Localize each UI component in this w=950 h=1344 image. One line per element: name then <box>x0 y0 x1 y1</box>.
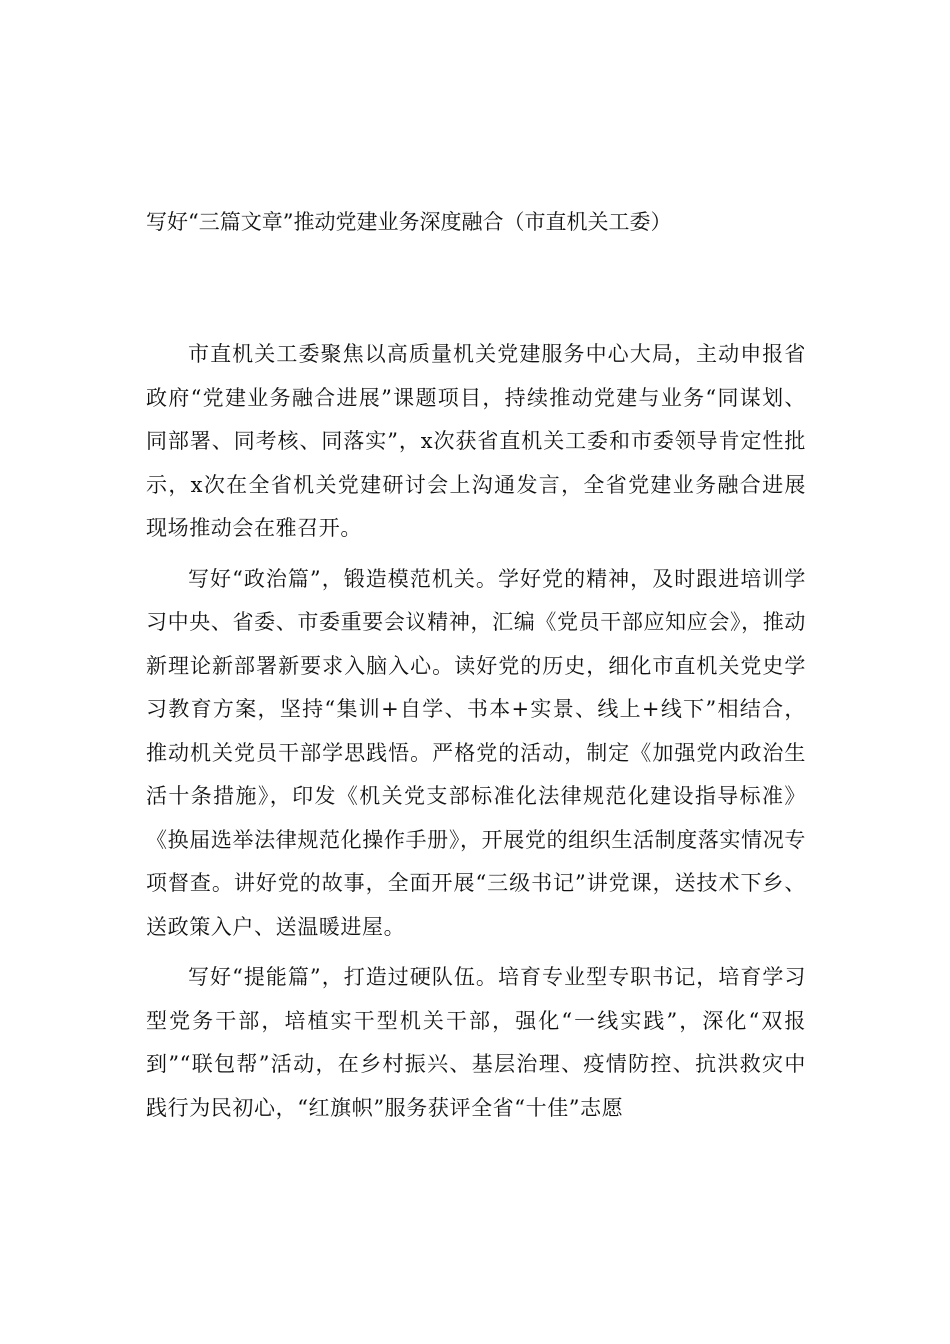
document-body <box>146 333 806 1137</box>
paragraph-politics: 写好“政治篇”，锻造模范机关。学好党的精神，及时跟进培训学习中央、省委、市委重要会议精神，汇编《党员干部应知应会》，推动新理论新部署新要求入脑入心。读好党的历史，细化市直机关党史学习教育方案，坚持“集训+自学、书本+实景、线上+线下”相结合，推动机关党员干部学思践悟。严格党的活动，制定《加强党内政治生活十条措施》，印发《机关党支部标准化法律规范化建设指导标准》《换届选举法律规范化操作手册》，开展党的组织生活制度落实情况专项督查。讲好党的故事，全面开展“三级书记”讲党课，送技术下乡、送政策入户、送温暖进屋。 <box>146 566 806 939</box>
document-title: 写好“三篇文章”推动党建业务深度融合（市直机关工委） <box>146 210 672 234</box>
paragraph-capability: 写好“提能篇”，打造过硬队伍。培育专业型专职书记，培育学习型党务干部，培植实干型机关干部，强化“一线实践”，深化“双报到”“联包帮”活动，在乡村振兴、基层治理、疫情防控、抗洪救灾中践行为民初心，“红旗帜”服务获评全省“十佳”志愿 <box>146 965 806 1120</box>
paragraph-intro: 市直机关工委聚焦以高质量机关党建服务中心大局，主动申报省政府“党建业务融合进展”课题项目，持续推动党建与业务“同谋划、同部署、同考核、同落实”，x次获省直机关工委和市委领导肯定性批示，x次在全省机关党建研讨会上沟通发言，全省党建业务融合进展现场推动会在雅召开。 <box>146 342 806 540</box>
